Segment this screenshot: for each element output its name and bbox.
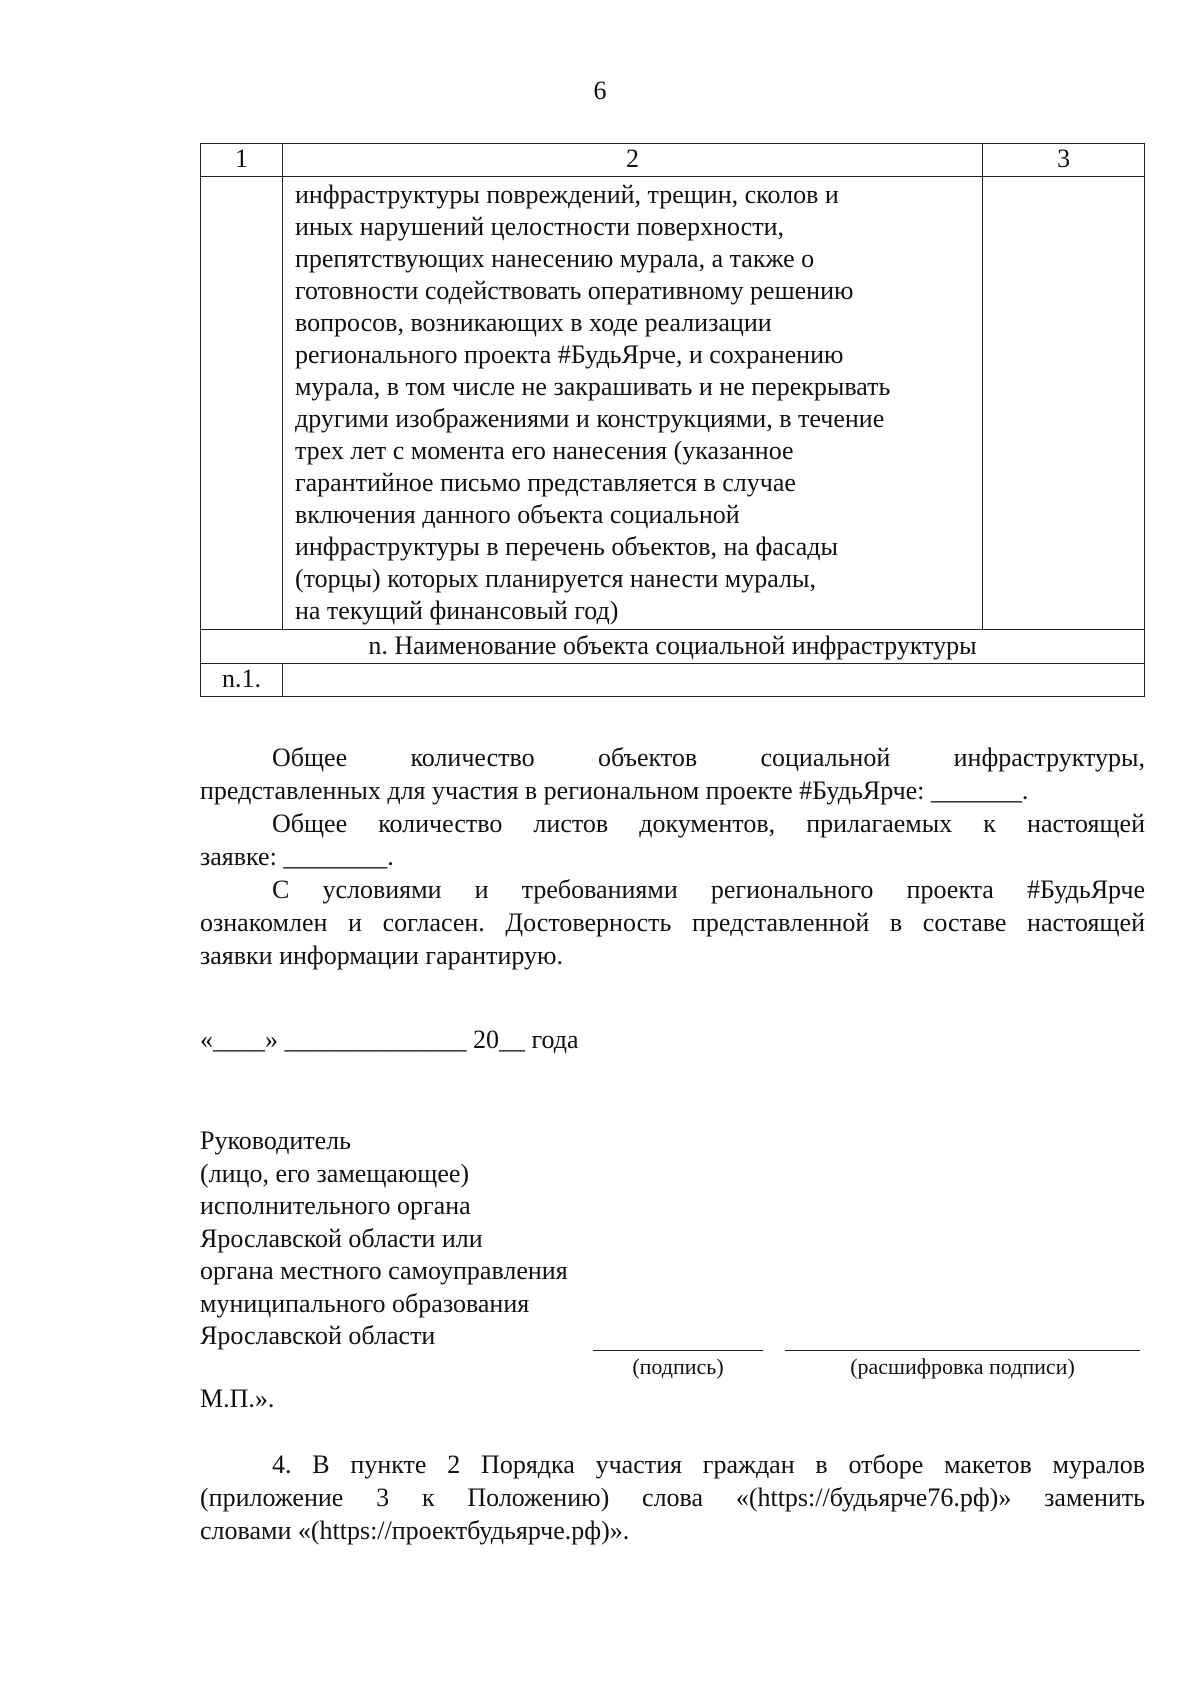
table-cell-empty (983, 177, 1145, 630)
header-col-1: 1 (201, 144, 283, 177)
agreement-line: ознакомлен и согласен. Достоверность представленной в составе настоящей (200, 908, 1145, 937)
section-title: n. Наименование объекта социальной инфраструктуры (201, 630, 1145, 664)
continuation-line: иных нарушений целостности поверхности, (294, 212, 784, 241)
total-sheets-line: заявке: ________. (200, 842, 394, 871)
continuation-line: другими изображениями и конструкциями, в течение (294, 404, 885, 433)
item-number: n.1. (201, 664, 283, 697)
total-objects-paragraph (200, 741, 1145, 807)
signer-line: органа местного самоуправления (200, 1256, 568, 1285)
continuation-line: (торцы) которых планируется нанести муралы, (294, 564, 816, 593)
continuation-line: инфраструктуры повреждений, трещин, сколов и (294, 180, 839, 209)
decryption-caption: (расшифровка подписи) (850, 1354, 1075, 1379)
signer-line: исполнительного органа (200, 1191, 471, 1220)
date-line: «____» ______________ 20__ года (200, 1025, 579, 1054)
agreement-line: С условиями и требованиями регионального проекта #БудьЯрче (272, 875, 1145, 904)
amendment-line: (приложение 3 к Положению) слова «(https://будьярче76.рф)» заменить (200, 1483, 1145, 1512)
table-row (201, 177, 1145, 630)
amendment-paragraph (200, 1448, 1145, 1547)
header-col-2: 2 (282, 144, 982, 177)
total-sheets-paragraph (200, 807, 1145, 873)
table-section-row (201, 630, 1145, 664)
continuation-line: трех лет с момента его нанесения (указанное (294, 436, 794, 465)
item-name-cell (282, 664, 1144, 697)
continuation-text-cell (282, 177, 982, 630)
total-sheets-line: Общее количество листов документов, прилагаемых к настоящей (272, 809, 1145, 838)
table-row (201, 664, 1145, 697)
agreement-line: заявки информации гарантирую. (200, 941, 563, 970)
signer-line: (лицо, его замещающее) (200, 1158, 470, 1188)
decryption-line (785, 1350, 1140, 1351)
signature-line (593, 1350, 763, 1351)
signer-line: Ярославской области (200, 1321, 436, 1350)
continuation-line: мурала, в том числе не закрашивать и не перекрывать (294, 372, 891, 401)
continuation-line: вопросов, возникающих в ходе реализации (294, 308, 772, 337)
continuation-line: инфраструктуры в перечень объектов, на фасады (294, 532, 838, 561)
amendment-line: словами «(https://проектбудьярче.рф)». (200, 1516, 630, 1545)
page-number: 6 (593, 76, 607, 105)
signer-line: Ярославской области или (200, 1223, 483, 1253)
header-col-3: 3 (983, 144, 1145, 177)
continuation-line: на текущий финансовый год) (294, 596, 619, 625)
signature-caption: (подпись) (632, 1354, 724, 1379)
application-table (200, 143, 1145, 697)
continuation-line: гарантийное письмо представляется в случае (294, 468, 796, 497)
signer-line: муниципального образования (200, 1288, 530, 1318)
signer-line: Руководитель (200, 1126, 351, 1155)
table-cell-empty (201, 177, 283, 630)
stamp-place: М.П.». (200, 1384, 275, 1413)
agreement-paragraph (200, 873, 1145, 972)
continuation-line: препятствующих нанесению мурала, а также о (294, 244, 815, 273)
signer-block (200, 1125, 568, 1353)
amendment-line: 4. В пункте 2 Порядка участия граждан в отборе макетов муралов (272, 1450, 1145, 1479)
continuation-line: включения данного объекта социальной (294, 500, 740, 529)
table-header-row (201, 144, 1145, 177)
continuation-line: готовности содействовать оперативному решению (294, 276, 854, 305)
total-objects-line: представленных для участия в региональном проекте #БудьЯрче: _______. (200, 776, 1029, 805)
continuation-line: регионального проекта #БудьЯрче, и сохранению (294, 340, 844, 369)
total-objects-line: Общее количество объектов социальной инфраструктуры, (272, 743, 1145, 772)
